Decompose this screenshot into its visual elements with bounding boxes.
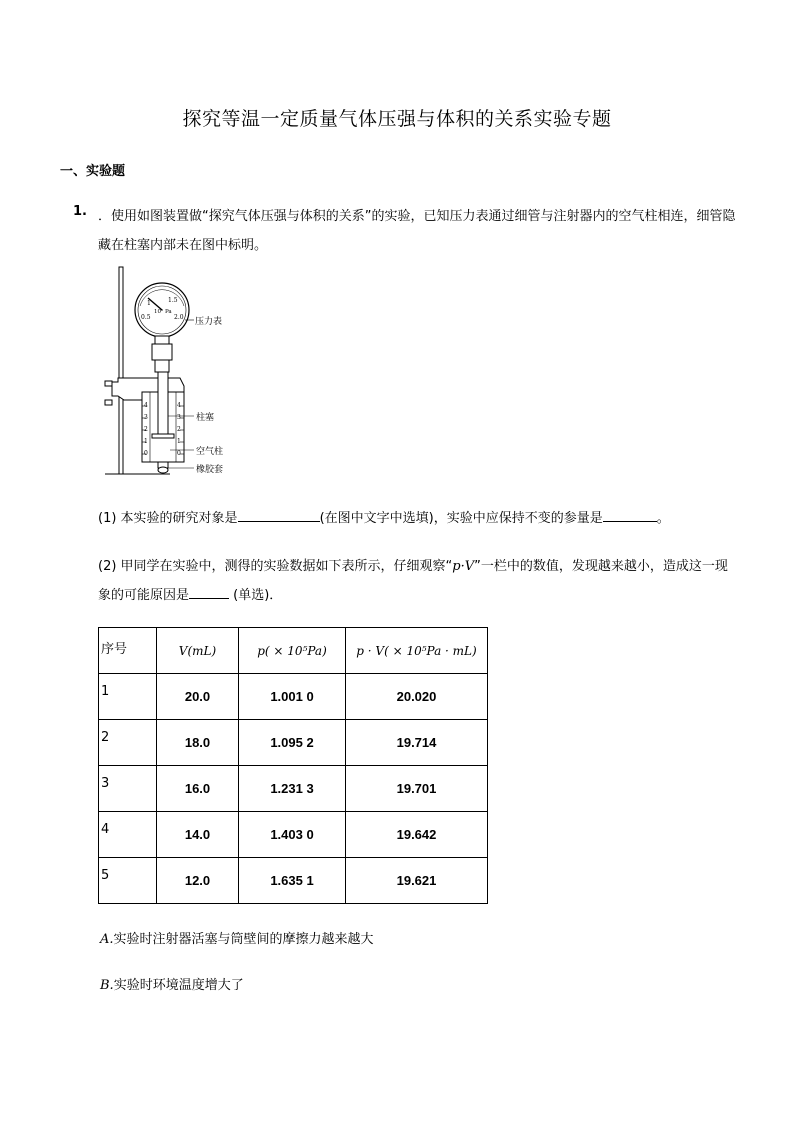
stand-rod <box>119 267 123 474</box>
table-cell: 4 <box>99 812 157 858</box>
svg-text:1: 1 <box>177 438 181 445</box>
svg-text:2: 2 <box>177 426 181 433</box>
table-row <box>99 674 488 720</box>
question-number: 1. <box>73 204 87 219</box>
header-cell: 序号 <box>99 628 157 674</box>
table-cell: 19.642 <box>346 812 488 858</box>
table-cell: 14.0 <box>157 812 239 858</box>
header-cell: p( × 10⁵Pa) <box>239 628 346 674</box>
table-cell: 1 <box>99 674 157 720</box>
page-title: 探究等温一定质量气体压强与体积的关系实验专题 <box>182 108 612 130</box>
table-cell: 1.001 0 <box>239 674 346 720</box>
header-cell: V(mL) <box>157 628 239 674</box>
table-cell: 5 <box>99 858 157 904</box>
svg-text:2.0: 2.0 <box>174 314 184 321</box>
plunger <box>158 372 168 434</box>
svg-text:1: 1 <box>144 438 148 445</box>
table-cell: 2 <box>99 720 157 766</box>
table-cell: 20.020 <box>346 674 488 720</box>
svg-text:10⁵ Pa: 10⁵ Pa <box>154 309 172 315</box>
question-text: ．使用如图装置做“探究气体压强与体积的关系”的实验，已知压力表通过细管与注射器内的空气柱相连，细管隐藏在柱塞内部未在图中标明。 <box>98 209 736 253</box>
table-cell: 1.231 3 <box>239 766 346 812</box>
table-cell: 19.701 <box>346 766 488 812</box>
svg-text:0: 0 <box>177 450 181 457</box>
label-air-column: 空气柱 <box>196 447 224 457</box>
table-cell: 1.635 1 <box>239 858 346 904</box>
pressure-gauge <box>135 283 189 344</box>
table-row <box>99 766 488 812</box>
sub-question-1: (1) 本实验的研究对象是 (在图中文字中选填)，实验中应保持不变的参量是 。 <box>98 504 738 533</box>
table-cell: 19.621 <box>346 858 488 904</box>
answer-blank-1[interactable] <box>238 507 320 522</box>
label-gauge: 压力表 <box>195 317 223 327</box>
table-header-row <box>99 628 488 674</box>
svg-text:0.5: 0.5 <box>141 314 151 321</box>
table-cell: 12.0 <box>157 858 239 904</box>
table-cell: 16.0 <box>157 766 239 812</box>
data-table <box>98 627 488 904</box>
answer-blank-2[interactable] <box>603 507 657 522</box>
option-b[interactable]: B.实验时环境温度增大了 <box>100 978 244 993</box>
svg-text:0: 0 <box>144 450 148 457</box>
svg-text:4: 4 <box>144 402 148 409</box>
svg-text:4: 4 <box>177 402 181 409</box>
table-row <box>99 720 488 766</box>
label-plunger: 柱塞 <box>196 413 215 423</box>
svg-text:3: 3 <box>177 414 181 421</box>
apparatus-figure <box>100 262 250 477</box>
sub-question-2: (2) 甲同学在实验中，测得的实验数据如下表所示，仔细观察“p·V”一栏中的数值，发现越来越小，造成这一现象的可能原因是 (单选)． <box>98 559 728 603</box>
header-cell: p · V( × 10⁵Pa · mL) <box>346 628 488 674</box>
svg-text:2: 2 <box>144 426 148 433</box>
table-row <box>99 812 488 858</box>
label-rubber-cap: 橡胶套 <box>196 465 224 475</box>
section-heading: 一、实验题 <box>60 164 126 179</box>
table-cell: 3 <box>99 766 157 812</box>
table-cell: 1.095 2 <box>239 720 346 766</box>
table-cell: 1.403 0 <box>239 812 346 858</box>
option-a[interactable]: A.实验时注射器活塞与筒壁间的摩擦力越来越大 <box>100 932 374 947</box>
svg-text:3: 3 <box>144 414 148 421</box>
svg-text:1.5: 1.5 <box>168 297 178 304</box>
table-cell: 20.0 <box>157 674 239 720</box>
answer-blank-3[interactable] <box>189 584 229 599</box>
table-cell: 19.714 <box>346 720 488 766</box>
table-cell: 18.0 <box>157 720 239 766</box>
table-row <box>99 858 488 904</box>
svg-text:1: 1 <box>147 300 151 307</box>
